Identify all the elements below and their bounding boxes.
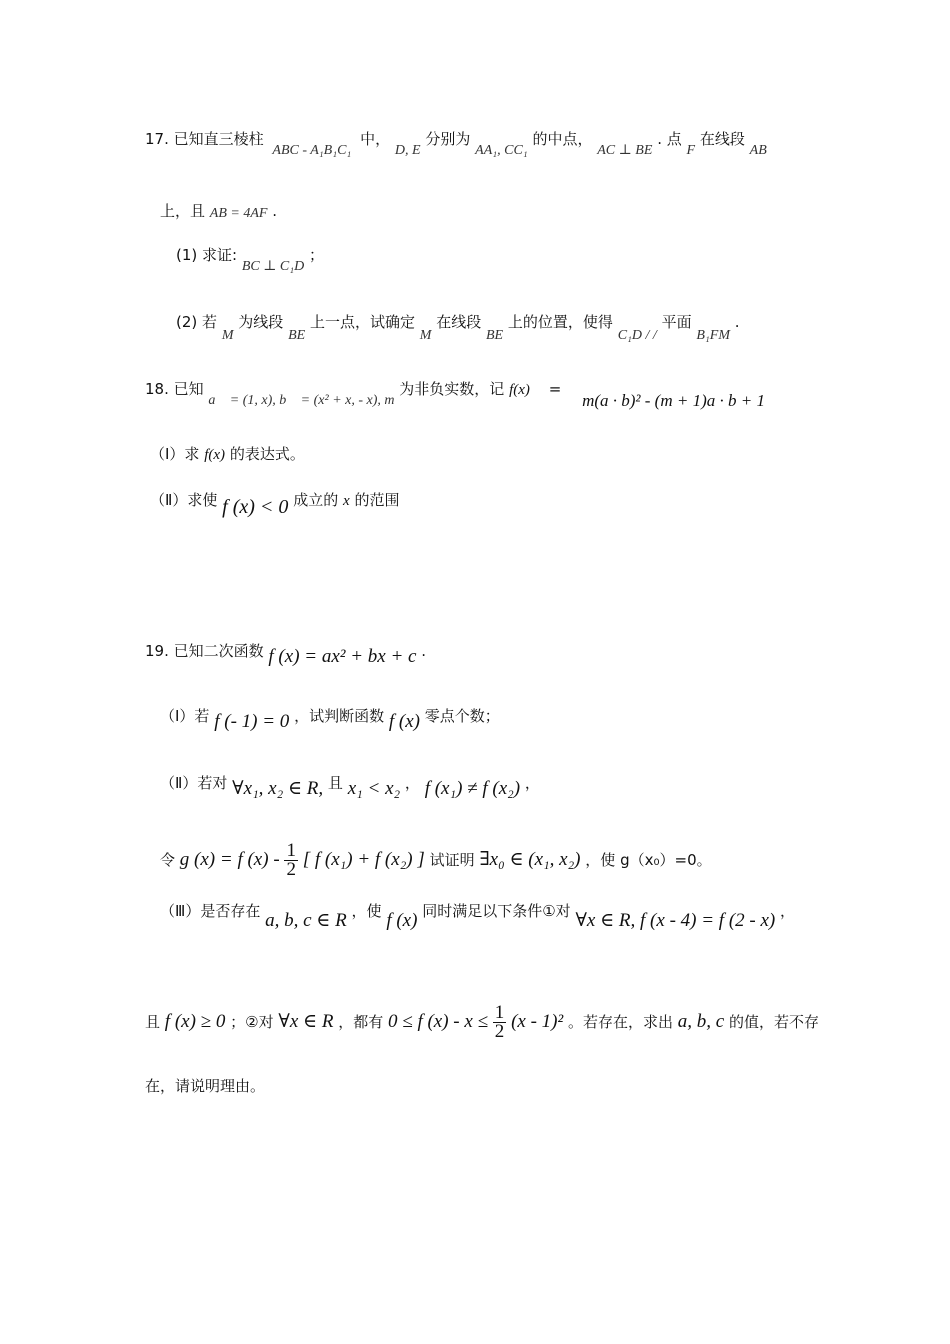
q19-part1-cond: f (- 1) = 0 <box>214 711 290 732</box>
q19-part3-shi: ，使 <box>351 902 382 920</box>
q17-line2-end: . <box>272 202 278 220</box>
q19-g-line <box>160 838 712 882</box>
q19-part3-cond: ∀x ∈ R, f (x - 4) = f (2 - x) <box>575 910 776 931</box>
q19-part2-comma: ， <box>404 774 420 792</box>
q18-part2-label: （Ⅱ）求使 <box>150 491 218 509</box>
q18-vectors: a⃗ = (1, x), b⃗ = (x² + x, - x), m <box>208 393 395 408</box>
q18-part2-end: 的范围 <box>354 491 400 509</box>
q17-ab: AB <box>749 143 767 158</box>
q18-expr: m(a · b)² - (m + 1)a · b + 1 <box>582 391 765 410</box>
q19-intro: 19. 已知二次函数 <box>145 642 264 660</box>
q17-part2-m: M <box>221 328 234 343</box>
q17-line2 <box>160 200 277 224</box>
q19-cond2-forall: ∀x ∈ R <box>278 1011 334 1032</box>
q19-cond2-expr1: f (x) ≥ 0 <box>164 1011 226 1032</box>
q19-part2-lt: x₁ < x₂ <box>347 778 401 799</box>
q17-part2-expr: C₁D / / <box>617 328 657 343</box>
q19-g-def: g (x) = f (x) - <box>179 849 280 870</box>
q17-part1-end: ； <box>309 246 325 264</box>
q18-part1-fx: f(x) <box>204 447 226 463</box>
q17-part1 <box>176 244 325 274</box>
q18-part2-text: 成立的 <box>293 491 339 509</box>
q19-part2-neq: f (x₁) ≠ f (x₂) <box>424 778 521 799</box>
q17-line1 <box>145 128 767 158</box>
q17-part2-end: . <box>734 313 740 331</box>
q17-part2-text-b: 上一点，试确定 <box>309 313 415 331</box>
q19-cond2-douyou: ，都有 <box>338 1013 384 1031</box>
q19-line-final <box>145 1075 265 1097</box>
q17-part2 <box>176 311 740 343</box>
q18-part2 <box>150 488 400 518</box>
q17-f: F <box>686 143 696 158</box>
q17-part2-be2: BE <box>486 328 504 343</box>
q19-g-ling: 令 <box>160 851 176 869</box>
q17-prism: ABC - A₁B₁C₁ <box>272 143 352 158</box>
q19-cond2-abc: a, b, c <box>677 1011 725 1032</box>
q19-g-fraction <box>284 842 298 879</box>
q18-part1-text: 的表达式。 <box>229 445 305 463</box>
q18-intro: 18. 已知 <box>145 380 204 398</box>
q18-part1-label: （Ⅰ）求 <box>150 445 200 463</box>
q19-cond2-fraction <box>493 1004 507 1041</box>
q19-part3 <box>160 900 796 931</box>
q19-part1-fx: f (x) <box>388 711 421 732</box>
q17-part2-text-c: 在线段 <box>436 313 482 331</box>
q19-cond2-ineq-a: 0 ≤ f (x) - x ≤ <box>388 1011 488 1032</box>
q19-part2 <box>160 772 540 799</box>
q17-part1-expr: BC ⊥ C₁D <box>241 259 305 274</box>
q19-part3-vars: a, b, c ∈ R <box>265 910 347 931</box>
q19-part1-label: （Ⅰ）若 <box>160 707 210 725</box>
q17-dian: . 点 <box>657 130 682 148</box>
q19-g-frac-den: 2 <box>286 859 296 880</box>
q18-eqsign: = <box>548 380 562 398</box>
q17-part2-label: (2) 若 <box>176 313 218 331</box>
q17-edges: AA₁, CC₁ <box>475 143 528 158</box>
q19-part3-label: （Ⅲ）是否存在 <box>160 902 261 920</box>
q17-perp: AC ⊥ BE <box>597 143 653 158</box>
q19-part3-text: 同时满足以下条件①对 <box>422 902 571 920</box>
q19-part2-label: （Ⅱ）若对 <box>160 774 228 792</box>
q17-zhongdian: 的中点， <box>532 130 593 148</box>
q17-intro: 17. 已知直三棱柱 <box>145 130 264 148</box>
q19-cond2-semi: ；②对 <box>230 1013 274 1031</box>
q19-g-end: g（x₀）=0。 <box>620 851 712 869</box>
q19-part1-text: ，试判断函数 <box>294 707 385 725</box>
q19-function-end: . <box>421 642 427 660</box>
q19-part2-qie: 且 <box>327 774 343 792</box>
q19-part1 <box>160 705 500 732</box>
q17-fenbie: 分别为 <box>425 130 471 148</box>
q17-part2-plane: B₁FM <box>696 328 731 343</box>
q19-cond2-text: 。若存在，求出 <box>567 1013 673 1031</box>
q18-line1 <box>145 378 765 410</box>
q18-part1 <box>150 443 305 466</box>
q17-part2-m2: M <box>419 328 432 343</box>
q19-cond2-qie: 且 <box>145 1013 161 1031</box>
q19-g-bracket: [ f (x₁) + f (x₂) ] <box>302 849 425 870</box>
q19-line-cond2 <box>145 1000 819 1044</box>
q19-part1-end: 零点个数； <box>424 707 500 725</box>
q17-zhong: 中， <box>360 130 391 148</box>
q19-g-shi: ，使 <box>585 851 616 869</box>
q17-part2-be: BE <box>288 328 306 343</box>
q19-part2-forall: ∀x₁, x₂ ∈ R, <box>232 778 324 799</box>
q17-line2-text: 上，且 <box>160 202 206 220</box>
q19-part3-fx: f (x) <box>386 910 418 931</box>
q17-zaixianduan: 在线段 <box>699 130 745 148</box>
q19-cond2-frac-num: 1 <box>494 1002 505 1023</box>
q17-part2-text-d: 上的位置，使得 <box>507 313 613 331</box>
q18-part2-expr: f (x) < 0 <box>222 496 289 518</box>
q18-part2-x: x <box>343 493 350 509</box>
q19-cond2-tail: 的值，若不存 <box>728 1013 819 1031</box>
q17-part1-label: (1) 求证: <box>176 246 238 264</box>
q19-line1 <box>145 640 427 667</box>
q19-final-text: 在，请说明理由。 <box>145 1077 266 1095</box>
q19-cond2-frac-den: 2 <box>494 1021 505 1042</box>
q17-part2-text-a: 为线段 <box>238 313 284 331</box>
q19-g-frac-num: 1 <box>286 840 296 861</box>
q19-g-prove: 试证明 <box>429 851 475 869</box>
q19-g-exists: ∃x₀ ∈ (x₁, x₂) <box>479 849 581 870</box>
q18-nonneg: 为非负实数，记 <box>399 380 505 398</box>
q17-part2-text-e: 平面 <box>661 313 692 331</box>
q17-eq: AB = 4AF <box>209 206 268 221</box>
q19-cond2-ineq-b: (x - 1)² <box>511 1011 564 1032</box>
q19-part2-end: ， <box>524 774 540 792</box>
q19-function: f (x) = ax² + bx + c <box>268 646 417 667</box>
q19-part3-end: ， <box>780 902 796 920</box>
q18-fx: f(x) <box>509 382 530 398</box>
q17-de: D, E <box>394 143 421 158</box>
